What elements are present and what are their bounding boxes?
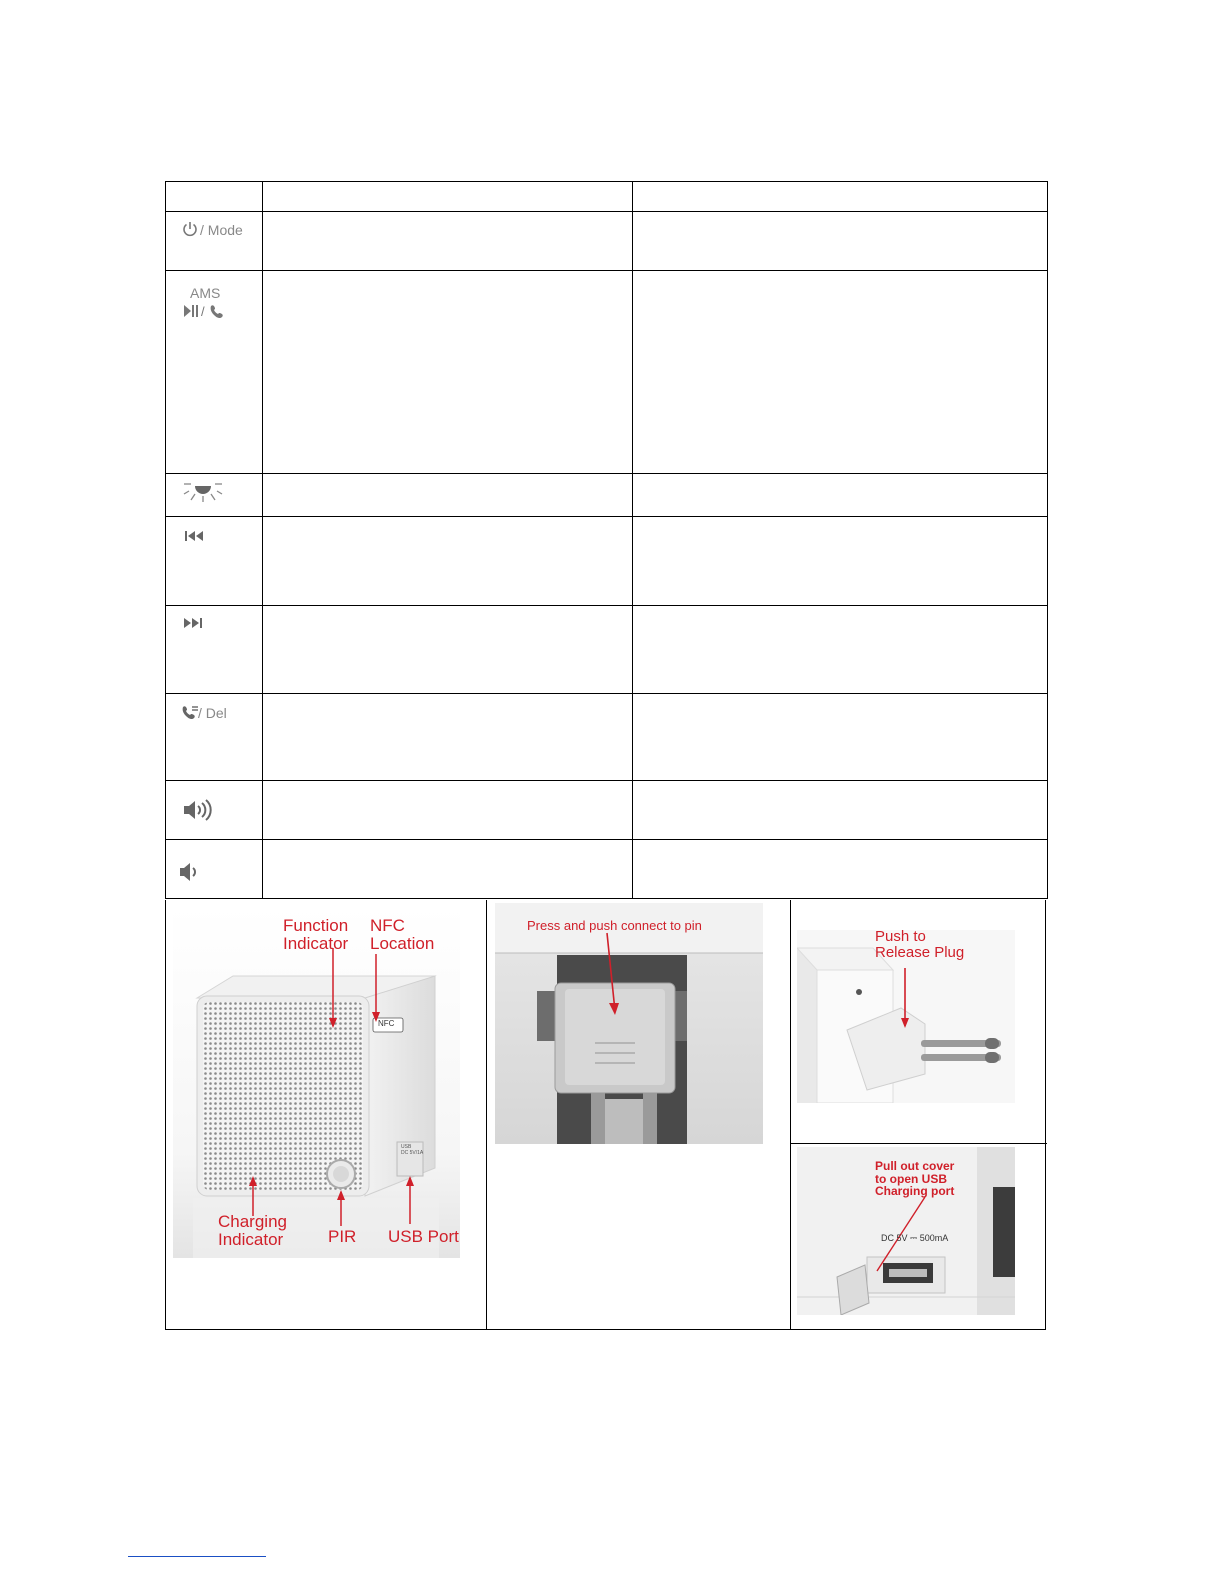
previous-track-icon — [184, 529, 206, 547]
action-cell — [263, 606, 633, 694]
action-cell — [263, 212, 633, 271]
button-label: / Mode — [200, 222, 243, 238]
action-cell — [263, 781, 633, 840]
play-pause-phone-icon — [182, 304, 228, 323]
button-cell-play-pause — [166, 271, 263, 474]
button-cell-light — [166, 474, 263, 517]
table-row — [166, 271, 1048, 474]
button-label: / Del — [198, 705, 227, 721]
nfc-badge: NFC — [378, 1019, 395, 1028]
divider — [486, 900, 487, 1329]
connector-photo — [495, 903, 763, 1144]
divider — [790, 1143, 1047, 1144]
table-row — [166, 212, 1048, 271]
function-cell — [633, 474, 1048, 517]
function-indicator-label: Function Indicator — [283, 916, 349, 953]
table-row — [166, 781, 1048, 840]
button-cell-call-log — [166, 694, 263, 781]
table-row — [166, 694, 1048, 781]
table-header-row — [166, 182, 1048, 212]
speaker-cube-photo — [173, 906, 460, 1258]
divider — [790, 900, 791, 1329]
function-cell — [633, 694, 1048, 781]
header-cell-action — [263, 182, 633, 212]
usb-cover-caption: Pull out cover to open USB Charging port — [875, 1159, 955, 1199]
header-cell-button — [166, 182, 263, 212]
button-cell-volume-up — [166, 781, 263, 840]
nfc-location-label: NFC Location — [370, 916, 435, 953]
usb-small-label: USB DC 5V/1A — [401, 1144, 424, 1156]
header-cell-function — [633, 182, 1048, 212]
function-cell — [633, 212, 1048, 271]
action-cell — [263, 271, 633, 474]
action-cell — [263, 840, 633, 899]
table-row — [166, 517, 1048, 606]
plug-caption: Push to Release Plug — [875, 930, 965, 961]
button-function-table — [165, 181, 1048, 899]
usb-rating-label: DC 5V ⎓ 500mA — [881, 1233, 949, 1243]
connector-caption: Press and push connect to pin — [527, 918, 702, 933]
footer-link-underline — [128, 1556, 266, 1557]
table-row — [166, 474, 1048, 517]
table-row — [166, 840, 1048, 899]
power-icon — [182, 221, 198, 242]
volume-down-icon — [179, 862, 201, 887]
usb-cover-photo — [797, 1147, 1015, 1315]
svg-text:/: / — [201, 304, 205, 318]
function-cell — [633, 606, 1048, 694]
volume-up-icon — [183, 799, 213, 826]
function-cell — [633, 840, 1048, 899]
button-cell-power — [166, 212, 263, 271]
plug-photo — [797, 930, 1015, 1103]
function-cell — [633, 781, 1048, 840]
function-cell — [633, 517, 1048, 606]
usb-port-label: USB Port — [388, 1227, 459, 1246]
table-row — [166, 606, 1048, 694]
function-cell — [633, 271, 1048, 474]
button-cell-volume-down — [166, 840, 263, 899]
light-icon — [182, 480, 224, 509]
button-cell-previous — [166, 517, 263, 606]
button-label-top: AMS — [190, 285, 221, 301]
next-track-icon — [182, 616, 204, 634]
action-cell — [263, 694, 633, 781]
action-cell — [263, 474, 633, 517]
button-cell-next — [166, 606, 263, 694]
pir-label: PIR — [328, 1227, 357, 1246]
action-cell — [263, 517, 633, 606]
charging-indicator-label: Charging Indicator — [218, 1212, 287, 1249]
